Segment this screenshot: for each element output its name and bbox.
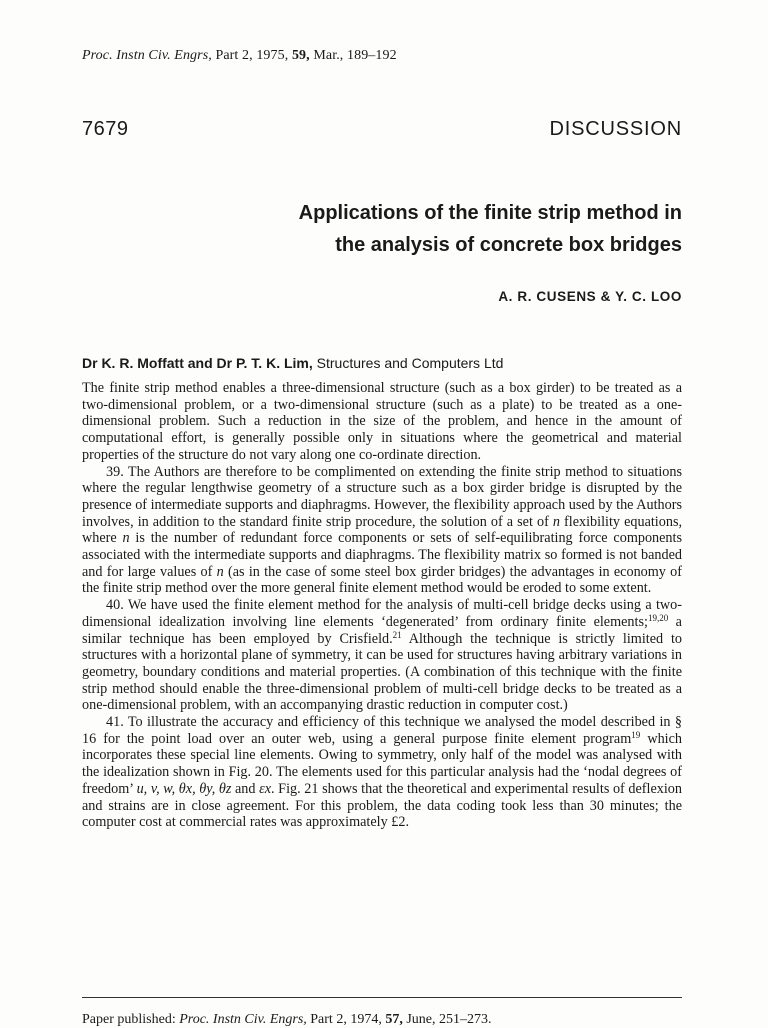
p40-ref-2: 21 xyxy=(392,629,402,640)
footer-part: Part 2, 1974, xyxy=(306,1012,386,1027)
p39-text-a: 39. The Authors are therefore to be complimented on extending the finite strip method to situations where the regular lengthwise geometry of a structure such as a box girder bridge is disrupted by the presence of intermediate supports and diaphragms. However, the flexibility approach used by the Authors involves, in addition to the standard finite strip procedure, the solution of a set of xyxy=(82,463,682,530)
paragraph-40 xyxy=(82,597,682,714)
p40-ref-1: 19,20 xyxy=(647,612,669,623)
p39-text-b: flexibility equations, where xyxy=(82,513,683,547)
p41-epsilon: εx xyxy=(259,780,272,797)
p41-text-c: . Fig. 21 shows that the theoretical and experimental results of deflexion and strains are in close agreement. For this problem, the data coding took less than 30 minutes; the computer cost at commercial rates was approximately £2. xyxy=(82,780,682,831)
p39-text-c: is the number of redundant force components or sets of self-equilibrating force components associated with the intermediate supports and diaphragms. The flexibility matrix so formed is not banded and for large values of xyxy=(82,530,682,580)
journal-issue-pages: Mar., 189–192 xyxy=(313,48,397,63)
discussant-line xyxy=(82,355,503,371)
p41-text-a: 41. To illustrate the accuracy and efficiency of this technique we analysed the model described in § 16 for the point load over an outer web, using a general purpose finite element program xyxy=(82,714,682,747)
title-line-2: the analysis of concrete box bridges xyxy=(335,234,682,256)
discussant-affiliation: Structures and Computers Ltd xyxy=(312,355,504,371)
article-title xyxy=(122,197,682,261)
journal-volume: 59, xyxy=(291,48,310,63)
discussion-body xyxy=(82,380,682,831)
p41-and: and xyxy=(231,780,260,797)
footer-rest: June, 251–273. xyxy=(402,1012,492,1027)
article-authors: A. R. CUSENS & Y. C. LOO xyxy=(498,289,682,304)
paragraph-39 xyxy=(82,464,682,598)
p40-text-a: 40. We have used the finite element method for the analysis of multi-cell bridge decks using a two-dimensional idealization involving line elements ‘degenerated’ from ordinary finite elements; xyxy=(82,597,682,630)
discussant-names: Dr K. R. Moffatt and Dr P. T. K. Lim, xyxy=(82,355,313,371)
footer-volume: 57, xyxy=(385,1012,403,1027)
p40-text-b: a similar technique has been employed by Crisfield. xyxy=(82,613,682,647)
paragraph-intro: The finite strip method enables a three-dimensional structure (such as a box girder) to be treated as a two-dimensional problem, or a two-dimensional structure (such as a plate) to be treated as a one-dimensional problem. Such a reduction in the size of the problem, and hence in the amount of computational effort, is generally possible only in situations where the geometrical and material properties of the structure do not vary along one co-ordinate direction. xyxy=(82,380,682,463)
footer-note xyxy=(82,1012,492,1028)
paper-number: 7679 xyxy=(82,118,129,140)
section-label: DISCUSSION xyxy=(549,118,682,140)
p39-text-d: (as in the case of some steel box girder bridges) the advantages in economy of the finite strip method over the more general finite element method would be eroded to some extent. xyxy=(82,563,682,597)
p39-n-3: n xyxy=(216,563,224,580)
p41-ref: 19 xyxy=(631,729,641,740)
p41-dof-list: u, v, w, θx, θy, θz xyxy=(136,780,232,797)
p39-n-2: n xyxy=(122,530,130,547)
footer-journal: Proc. Instn Civ. Engrs, xyxy=(179,1012,307,1027)
p40-text-c: Although the technique is strictly limited to structures with a horizontal plane of symmetry, it can be used for structures having arbitrary variations in geometry, boundary conditions and material properties. (A combination of this technique with the finite strip method should enable the three-dimensional problem of multi-cell bridge decks to be treated as a one-dimensional problem, with an accompanying drastic reduction in computer cost.) xyxy=(82,630,682,714)
footer-divider xyxy=(82,997,682,998)
journal-name: Proc. Instn Civ. Engrs, xyxy=(82,48,212,63)
title-line-1: Applications of the finite strip method in xyxy=(298,202,682,224)
p39-n-1: n xyxy=(552,513,560,530)
journal-part: Part 2, 1975, xyxy=(215,48,289,63)
paragraph-41 xyxy=(82,714,682,831)
footer-prefix: Paper published: xyxy=(82,1012,180,1027)
journal-citation xyxy=(82,48,397,64)
p41-text-b: which incorporates these special line elements. Owing to symmetry, only half of the model was analysed with the idealization shown in Fig. 20. The elements used for this particular analysis had the ‘nodal degrees of freedom’ xyxy=(82,730,682,797)
